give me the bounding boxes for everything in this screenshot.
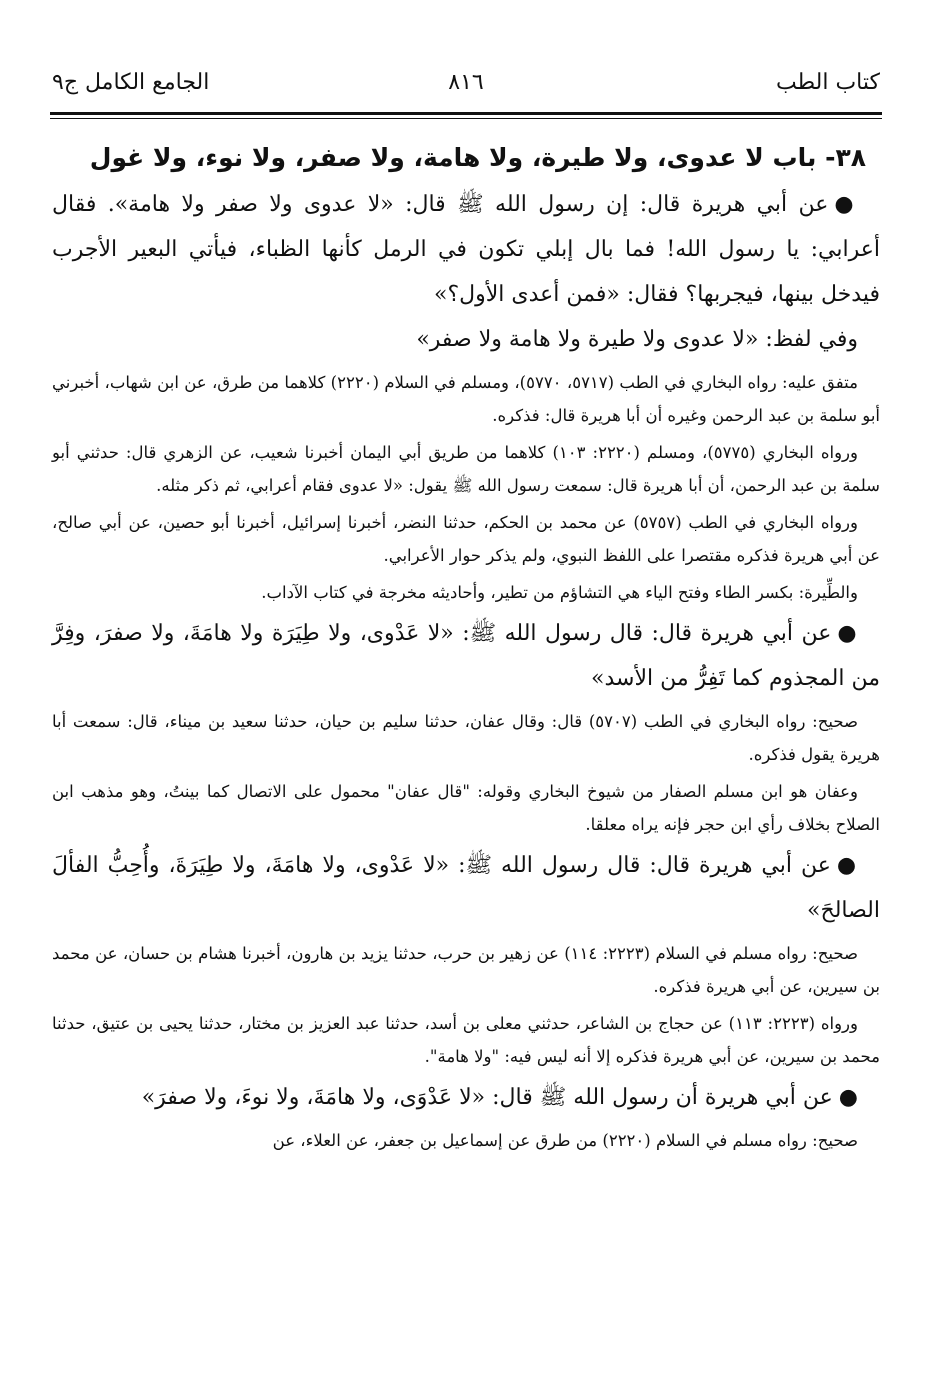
hadith-paragraph [52, 182, 880, 317]
takhrij-note: متفق عليه: رواه البخاري في الطب (٥٧١٧، ٥٧٧٠)، ومسلم في السلام (٢٢٢٠) كلاهما من طرق، عن ابن شهاب، أخبرني أبو سلمة بن عبد الرحمن وغيره أن أبا هريرة قال: فذكره. [52, 373, 880, 425]
page-header [52, 66, 880, 106]
takhrij-note: والطِّيرة: بكسر الطاء وفتح الياء هي التشاؤم من تطير، وأحاديثه مخرجة في كتاب الآداب. [261, 583, 858, 602]
bullet-icon: ● [836, 853, 859, 878]
hadith-paragraph [52, 1075, 880, 1120]
takhrij-note: صحيح: رواه مسلم في السلام (٢٢٢٠) من طرق عن إسماعيل بن جعفر، عن العلاء، عن [272, 1131, 858, 1150]
hadith-text: عن أبي هريرة أن رسول الله ﷺ قال: «لا عَدْوَى، ولا هامَةَ، ولا نوءَ، ولا صفرَ» [141, 1085, 833, 1110]
page-number: ٨١٦ [448, 70, 484, 95]
chapter-title: ٣٨- باب لا عدوى، ولا طيرة، ولا هامة، ولا صفر، ولا نوء، ولا غول [89, 143, 866, 172]
takhrij-note: ورواه البخاري في الطب (٥٧٥٧) عن محمد بن الحكم، حدثنا النضر، أخبرنا إسرائيل، أخبرنا أبو حصين، عن أبي صالح، عن أبي هريرة فذكره مقتصرا على اللفظ النبوي، ولم يذكر حوار الأعرابي. [52, 513, 880, 565]
takhrij-note: وعفان هو ابن مسلم الصفار من شيوخ البخاري وقوله: "قال عفان" محمول على الاتصال كما بينتُ، وهو مذهب ابن الصلاح بخلاف رأي ابن حجر فإنه يراه معلقا. [52, 782, 880, 834]
hadith-variant: وفي لفظ: «لا عدوى ولا طيرة ولا هامة ولا صفر» [416, 327, 858, 352]
header-rule-thick [50, 112, 882, 115]
takhrij-note: صحيح: رواه مسلم في السلام (٢٢٢٣: ١١٤) عن زهير بن حرب، حدثنا يزيد بن هارون، أخبرنا هشام بن حسان، عن محمد بن سيرين، عن أبي هريرة فذكره. [52, 944, 880, 996]
bullet-icon: ● [837, 621, 858, 646]
hadith-text: عن أبي هريرة قال: إن رسول الله ﷺ قال: «لا عدوى ولا صفر ولا هامة». فقال أعرابي: يا رسول الله! فما بال إبلي تكون في الرمل كأنها الظباء، فيأتي البعير الأجرب فيدخل بينها، فيجربها؟ فقال: «فمن أعدى الأول؟» [52, 192, 880, 307]
page-content [52, 136, 880, 1157]
takhrij-note: ورواه (٢٢٢٣: ١١٣) عن حجاج بن الشاعر، حدثني معلى بن أسد، حدثنا عبد العزيز بن مختار، حدثنا يحيى بن عتيق، حدثنا محمد بن سيرين، عن أبي هريرة فذكره إلا أنه ليس فيه: "ولا هامة". [52, 1014, 880, 1066]
hadith-text: عن أبي هريرة قال: قال رسول الله ﷺ: «لا عَدْوى، ولا طِيَرَة ولا هامَةَ، ولا صفرَ، وفِرَّ من المجذوم كما تَفِرُّ من الأسد» [52, 621, 880, 691]
bullet-icon: ● [834, 192, 858, 217]
hadith-text: عن أبي هريرة قال: قال رسول الله ﷺ: «لا عَدْوى، ولا هامَةَ، ولا طِيَرَةَ، وأُحِبُّ الفألَ الصالحَ» [52, 853, 880, 923]
book-title: كتاب الطب [776, 70, 880, 95]
bullet-icon: ● [838, 1085, 858, 1110]
takhrij-note: ورواه البخاري (٥٧٧٥)، ومسلم (٢٢٢٠: ١٠٣) كلاهما من طريق أبي اليمان أخبرنا شعيب، عن الزهري قال: حدثني أبو سلمة بن عبد الرحمن، أن أبا هريرة قال: سمعت رسول الله ﷺ يقول: «لا عدوى فقام أعرابي، ثم ذكر مثله. [52, 443, 880, 495]
takhrij-note: صحيح: رواه البخاري في الطب (٥٧٠٧) قال: وقال عفان، حدثنا سليم بن حيان، حدثنا سعيد بن ميناء، قال: سمعت أبا هريرة يقول فذكره. [52, 712, 880, 764]
hadith-paragraph [52, 611, 880, 701]
collection-title: الجامع الكامل ج٩ [52, 70, 210, 95]
hadith-paragraph [52, 843, 880, 933]
header-rule-thin [50, 118, 882, 119]
